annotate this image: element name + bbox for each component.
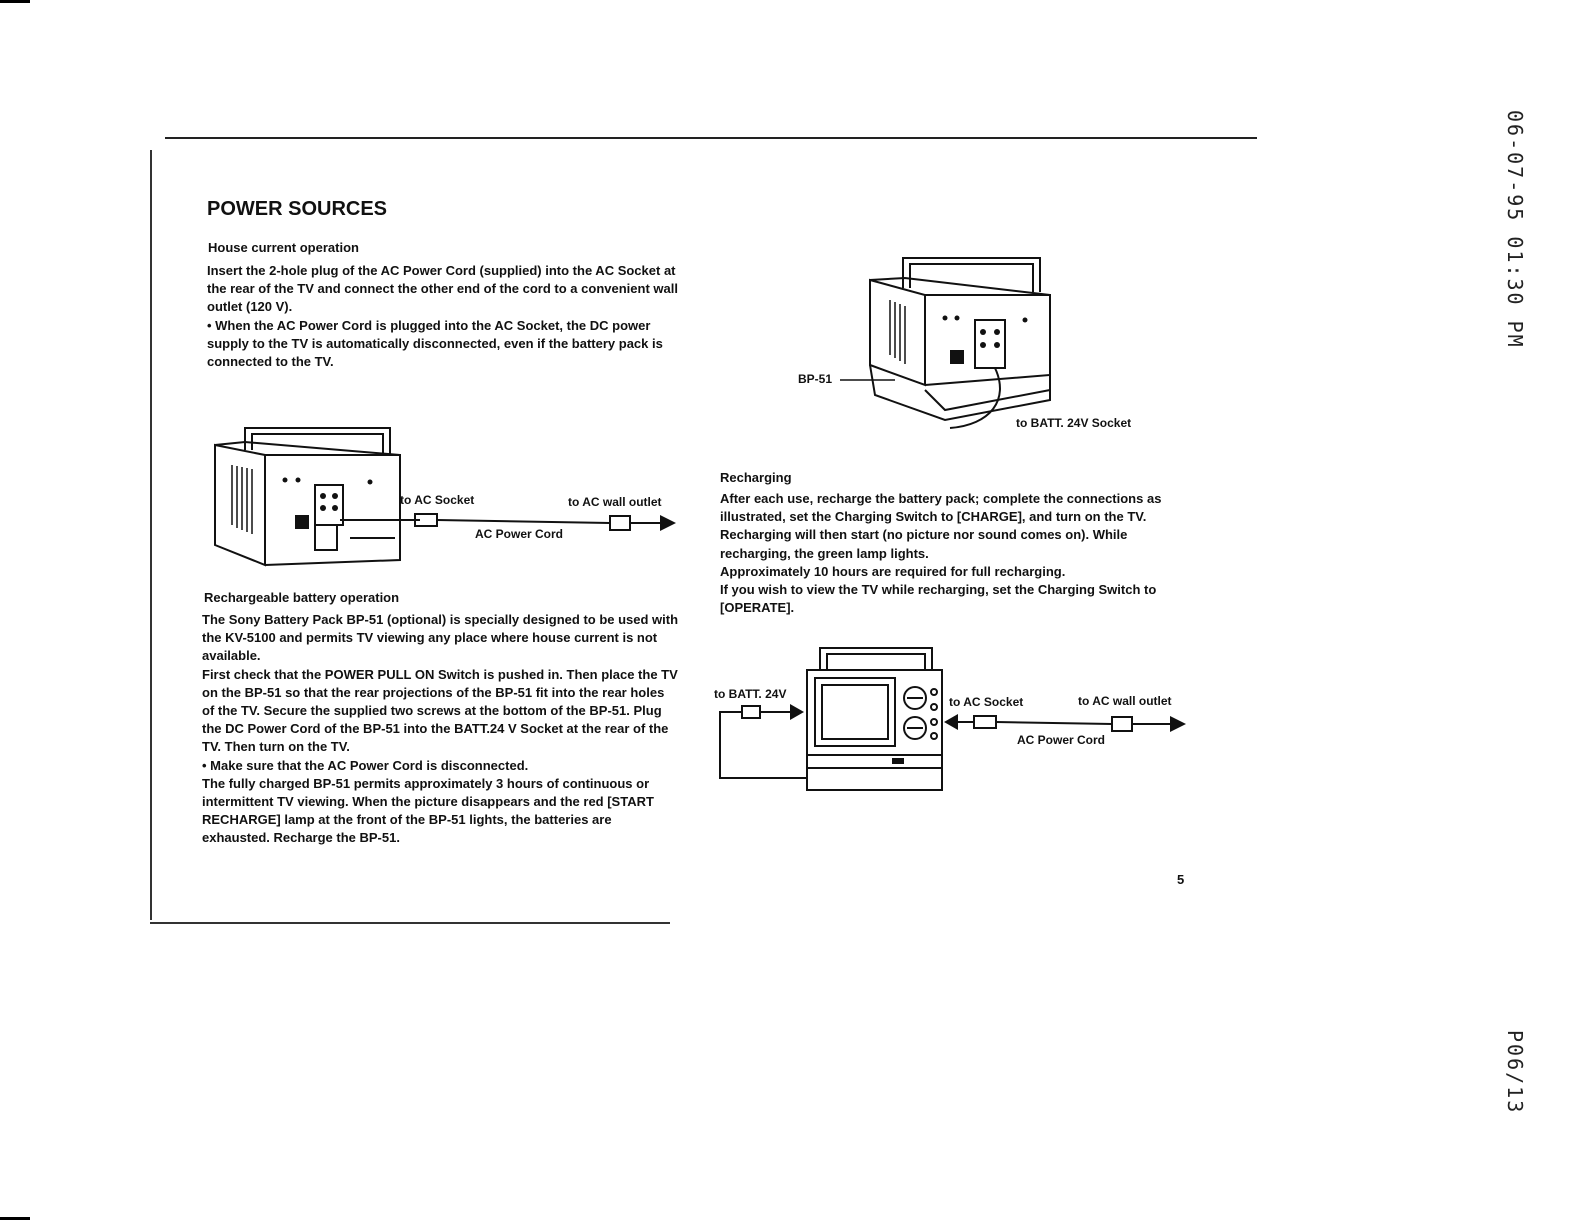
label-to-ac-wall-outlet: to AC wall outlet — [568, 495, 662, 509]
scan-edge-mark — [0, 0, 30, 3]
scan-edge-mark — [0, 1217, 30, 1220]
section-heading-recharging: Recharging — [720, 470, 792, 485]
page-left-rule — [150, 150, 152, 920]
page-bottom-rule — [150, 922, 670, 924]
section-heading-house-current: House current operation — [208, 240, 359, 255]
fax-datetime: 06-07-95 01:30 PM — [1503, 110, 1527, 349]
section-body-house-current: Insert the 2-hole plug of the AC Power Cord (supplied) into the AC Socket at the rear of the TV and connect the other end of the cord to a convenient wall outlet (120 V). • When the AC Power Cord is plugged into the AC Socket, the DC power supply to the TV is automatically disconnected, even if the battery pack is connected to the TV. — [207, 263, 678, 370]
section-heading-rechargeable-battery: Rechargeable battery operation — [204, 590, 400, 605]
label-to-ac-socket: to AC Socket — [949, 695, 1024, 709]
tv-front-recharging-illustration — [712, 640, 1192, 800]
section-body-recharging: After each use, recharge the battery pack; complete the connections as illustrated, set the Charging Switch to [CHARGE], and turn on the TV. Recharging will then start (no picture nor sound comes on). While recharging, the green lamp lights. Approximately 10 hours are required for full recharging. If you wish to view the TV while recharging, set the Charging Switch to [OPERATE]. — [720, 491, 1162, 616]
page-number: 5 — [1177, 872, 1185, 887]
label-bp51: BP-51 — [798, 372, 833, 386]
label-ac-power-cord: AC Power Cord — [1017, 733, 1106, 747]
label-to-ac-socket: to AC Socket — [400, 493, 475, 507]
fax-page-ref: P06/13 — [1503, 1030, 1527, 1115]
label-ac-power-cord: AC Power Cord — [475, 527, 564, 541]
page-top-rule — [165, 137, 1257, 139]
tv-on-battery-illustration — [795, 250, 1165, 435]
figure-battery-connection — [795, 250, 1165, 435]
label-to-batt-24v: to BATT. 24V — [714, 687, 787, 701]
label-to-ac-wall-outlet: to AC wall outlet — [1078, 694, 1172, 708]
figure-recharging — [712, 640, 1192, 800]
label-to-batt-24v-socket: to BATT. 24V Socket — [1016, 416, 1132, 430]
section-body-rechargeable-battery: The Sony Battery Pack BP-51 (optional) is specially designed to be used with the KV-5100 and permits TV viewing any place where house current is not available. First check that the POWER PULL ON Switch is pushed in. Then place the TV on the BP-51 so that the rear projections of the BP-51 fit into the rear holes of the TV. Secure the supplied two screws at the bottom of the BP-51. Plug the DC Power Cord of the BP-51 into the BATT.24 V Socket at the rear of the TV. Then turn on the TV. • Make sure that the AC Power Cord is disconnected. The fully charged BP-51 permits approximately 3 hours of continuous or intermittent TV viewing. When the picture disappears and the red [START RECHARGE] lamp at the front of the BP-51 lights, the batteries are exhausted. Recharge the BP-51. — [202, 612, 679, 846]
figure-house-current — [210, 420, 685, 580]
page-title: POWER SOURCES — [207, 198, 388, 220]
